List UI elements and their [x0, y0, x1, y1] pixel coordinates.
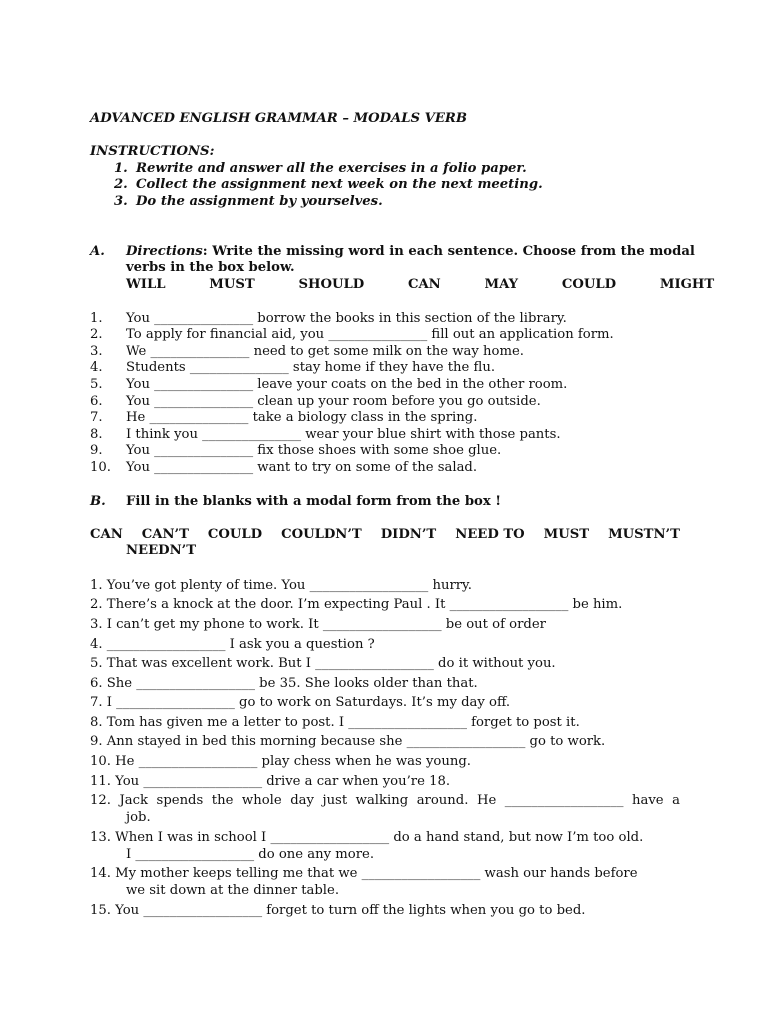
exercise-item	[90, 694, 680, 711]
sentence-number: 3.	[90, 343, 103, 359]
section-b	[90, 494, 680, 920]
section-a-sentences	[90, 311, 680, 477]
instructions	[90, 144, 680, 211]
exercise-line: 9. Ann stayed in bed this morning because she __________________ go to work.	[90, 734, 606, 750]
exercise-line: 4. __________________ I ask you a question ?	[90, 636, 375, 652]
worksheet-title: ADVANCED ENGLISH GRAMMAR – MODALS VERB	[90, 111, 468, 126]
exercise-item	[90, 733, 680, 750]
exercise-line: 10. He __________________ play chess when he was young.	[90, 754, 471, 770]
sentence-item	[90, 443, 680, 460]
exercise-item	[90, 636, 680, 653]
exercise-line: 11. You __________________ drive a car when you’re 18.	[90, 773, 451, 789]
instruction-text: Rewrite and answer all the exercises in a folio paper.	[136, 160, 527, 176]
exercise-item	[90, 829, 680, 863]
section-b-word-box	[90, 527, 680, 560]
exercise-item	[90, 902, 680, 919]
sentence-item	[90, 360, 680, 377]
modal-word: DIDN’T	[380, 526, 437, 542]
exercise-line: 8. Tom has given me a letter to post. I __________________ forget to post it.	[90, 714, 580, 730]
section-b-directions: Fill in the blanks with a modal form from the box !	[126, 493, 502, 509]
sentence-item	[90, 377, 680, 394]
sentence-item	[90, 394, 680, 411]
exercise-line: 7. I __________________ go to work on Saturdays. It’s my day off.	[90, 695, 511, 711]
modal-word: MUSTN’T	[608, 526, 680, 542]
sentence-text: You _______________ want to try on some of the salad.	[126, 459, 478, 475]
directions-text: : Write the missing word in each sentence. Choose from the modal verbs in the box below.	[126, 243, 695, 276]
sentence-text: You _______________ borrow the books in this section of the library.	[126, 310, 567, 326]
section-b-sentences	[90, 577, 680, 919]
sentence-item	[90, 460, 680, 477]
sentence-number: 4.	[90, 360, 103, 376]
exercise-line: 6. She __________________ be 35. She looks older than that.	[90, 675, 478, 691]
exercise-line: 13. When I was in school I __________________ do a hand stand, but now I’m too old.	[90, 829, 644, 845]
instruction-item	[90, 194, 680, 211]
sentence-number: 5.	[90, 376, 103, 392]
exercise-item	[90, 616, 680, 633]
sentence-number: 1.	[90, 310, 103, 326]
section-a-heading	[90, 243, 715, 294]
instruction-number: 3.	[114, 194, 128, 210]
sentence-item	[90, 311, 680, 328]
word-box-row-2: NEEDN’T	[126, 543, 197, 559]
directions-label: Directions	[126, 243, 203, 259]
instructions-heading: INSTRUCTIONS:	[90, 144, 215, 159]
sentence-text: You _______________ clean up your room before you go outside.	[126, 393, 541, 409]
sentence-item	[90, 410, 680, 427]
section-a-letter: A.	[90, 243, 105, 259]
word-box-row	[90, 527, 680, 544]
exercise-line-continued: I __________________ do one any more.	[126, 846, 375, 862]
exercise-item	[90, 675, 680, 692]
section-b-heading	[90, 494, 680, 511]
exercise-line: 15. You __________________ forget to turn off the lights when you go to bed.	[90, 903, 586, 919]
sentence-number: 8.	[90, 426, 103, 442]
modal-word: COULD	[207, 526, 263, 542]
sentence-text: You _______________ leave your coats on the bed in the other room.	[126, 376, 568, 392]
sentence-text: To apply for financial aid, you _______________ fill out an application form.	[126, 327, 614, 343]
exercise-item	[90, 792, 680, 826]
sentence-text: He _______________ take a biology class in the spring.	[126, 410, 478, 426]
modal-word: CAN	[90, 526, 123, 542]
instruction-number: 1.	[114, 160, 128, 176]
exercise-item	[90, 577, 680, 594]
exercise-line-continued: we sit down at the dinner table.	[126, 883, 340, 899]
exercise-line-continued: job.	[126, 810, 151, 826]
sentence-number: 9.	[90, 443, 103, 459]
section-a-directions	[126, 244, 714, 294]
section-b-letter: B.	[90, 493, 106, 509]
modal-word: CAN’T	[141, 526, 189, 542]
exercise-item	[90, 773, 680, 790]
sentence-item	[90, 327, 680, 344]
section-a	[90, 243, 715, 477]
exercise-item	[90, 655, 680, 672]
sentence-text: You _______________ fix those shoes with some shoe glue.	[126, 443, 502, 459]
instruction-number: 2.	[114, 177, 128, 193]
sentence-number: 2.	[90, 327, 103, 343]
instruction-text: Do the assignment by yourselves.	[136, 194, 383, 210]
modal-word: NEED TO	[455, 526, 525, 542]
sentence-number: 10.	[90, 459, 111, 475]
exercise-item	[90, 753, 680, 770]
exercise-line: 2. There’s a knock at the door. I’m expecting Paul . It __________________ be him.	[90, 597, 623, 613]
instruction-item	[90, 177, 680, 194]
modal-word: COULDN’T	[281, 526, 362, 542]
exercise-item	[90, 714, 680, 731]
exercise-line: 12. Jack spends the whole day just walking around. He __________________ have a	[90, 793, 680, 809]
modal-word: MUST	[543, 526, 590, 542]
exercise-line: 3. I can’t get my phone to work. It __________________ be out of order	[90, 616, 546, 632]
sentence-text: Students _______________ stay home if they have the flu.	[126, 360, 496, 376]
modal-word-box: WILL MUST SHOULD CAN MAY COULD MIGHT	[126, 277, 715, 292]
exercise-line: 1. You’ve got plenty of time. You __________________ hurry.	[90, 577, 472, 593]
sentence-number: 7.	[90, 410, 103, 426]
worksheet-page	[90, 110, 715, 922]
sentence-item	[90, 427, 680, 444]
instructions-list	[90, 161, 680, 211]
exercise-line: 14. My mother keeps telling me that we __________________ wash our hands before	[90, 866, 638, 882]
exercise-line: 5. That was excellent work. But I __________________ do it without you.	[90, 656, 556, 672]
sentence-item	[90, 344, 680, 361]
exercise-item	[90, 865, 680, 899]
sentence-number: 6.	[90, 393, 103, 409]
instruction-item	[90, 161, 680, 178]
sentence-text: I think you _______________ wear your blue shirt with those pants.	[126, 426, 561, 442]
exercise-item	[90, 596, 680, 613]
sentence-text: We _______________ need to get some milk on the way home.	[126, 343, 524, 359]
instruction-text: Collect the assignment next week on the next meeting.	[136, 177, 543, 193]
